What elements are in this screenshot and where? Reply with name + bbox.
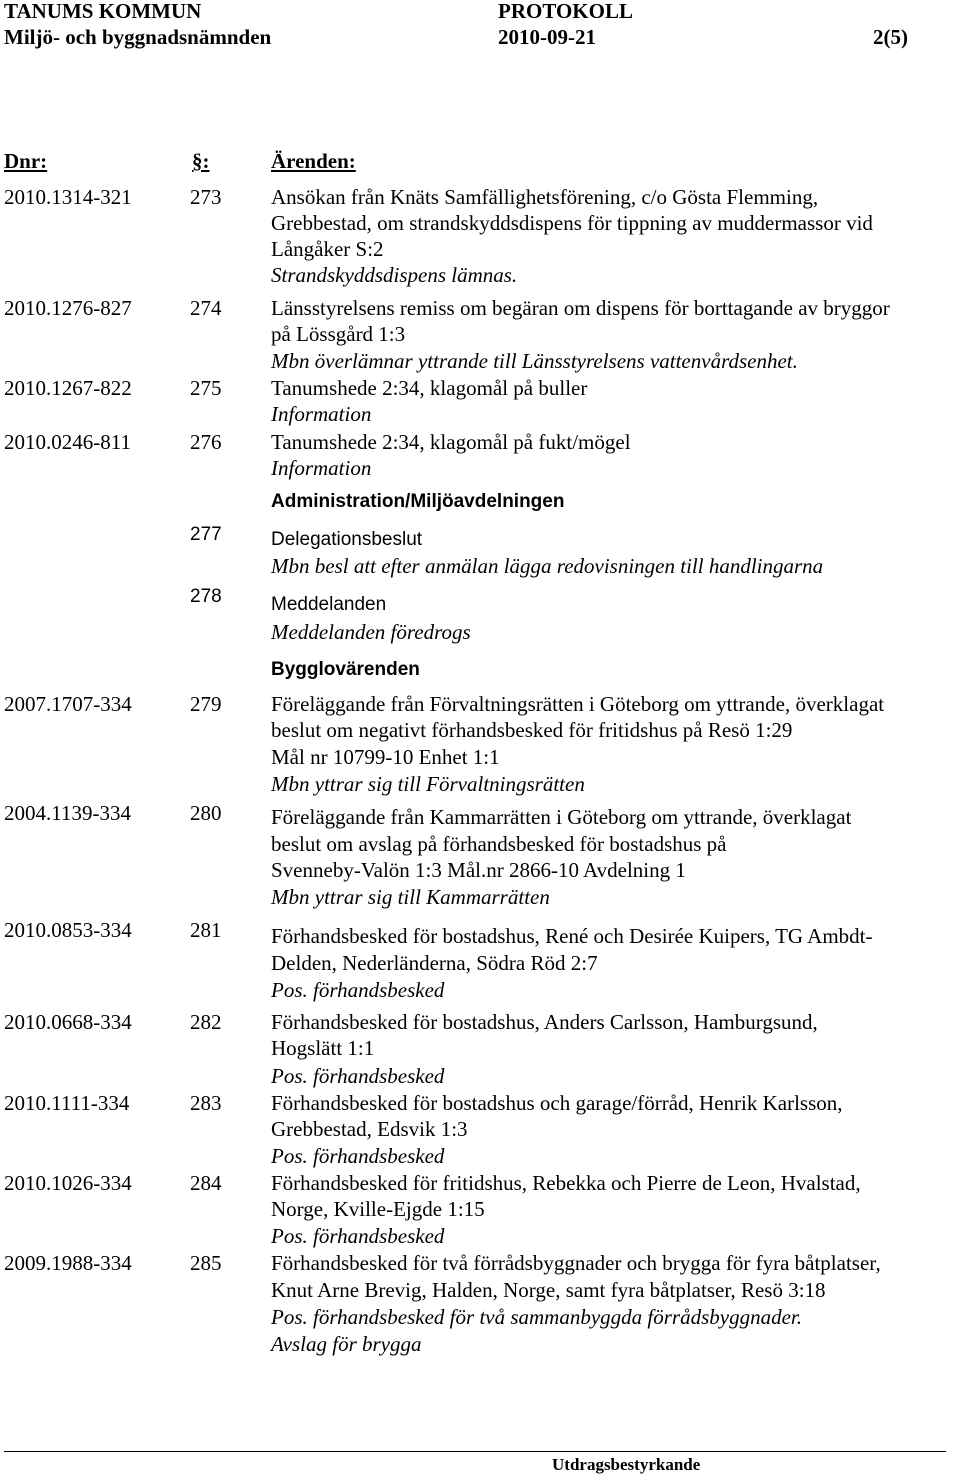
item-text-line: Tanumshede 2:34, klagomål på fukt/mögel <box>271 430 631 454</box>
item-text-line: beslut om negativt förhandsbesked för fritidshus på Resö 1:29 <box>271 718 793 742</box>
item-text-line: Delden, Nederländerna, Södra Röd 2:7 <box>271 951 598 975</box>
item-text-line: på Lössgård 1:3 <box>271 322 406 346</box>
item-text-line: Knut Arne Brevig, Halden, Norge, samt fyra båtplatser, Resö 3:18 <box>271 1278 826 1302</box>
item-decision: Avslag för brygga <box>271 1332 422 1356</box>
item-decision: Pos. förhandsbesked för två sammanbyggda förrådsbyggnader. <box>271 1305 803 1329</box>
org-name: TANUMS KOMMUN <box>4 0 202 23</box>
item-dnr: 2010.1026-334 <box>4 1171 132 1195</box>
column-header-paragraph: §: <box>192 149 210 173</box>
item-paragraph: 284 <box>190 1171 222 1195</box>
item-decision: Mbn besl att efter anmälan lägga redovisningen till handlingarna <box>271 554 824 578</box>
item-paragraph: 285 <box>190 1251 222 1275</box>
page-number: 2(5) <box>873 25 908 49</box>
item-decision: Strandskyddsdispens lämnas. <box>271 263 518 287</box>
item-decision: Information <box>271 456 372 480</box>
item-title: Meddelanden <box>271 594 387 615</box>
item-title: Delegationsbeslut <box>271 529 423 550</box>
item-dnr: 2010.0246-811 <box>4 430 131 454</box>
item-dnr: 2010.0668-334 <box>4 1010 132 1034</box>
footer-certification-label: Utdragsbestyrkande <box>552 1455 701 1474</box>
item-text-line: Föreläggande från Förvaltningsrätten i Göteborg om yttrande, överklagat <box>271 692 885 716</box>
section-heading-admin: Administration/Miljöavdelningen <box>271 491 565 512</box>
item-dnr: 2010.1276-827 <box>4 296 132 320</box>
item-decision: Meddelanden föredrogs <box>271 620 471 644</box>
item-text-line: Norge, Kville-Ejgde 1:15 <box>271 1197 485 1221</box>
item-paragraph: 274 <box>190 296 222 320</box>
item-paragraph: 280 <box>190 801 222 825</box>
item-paragraph: 277 <box>190 524 222 545</box>
column-header-dnr: Dnr: <box>4 149 48 173</box>
item-dnr: 2007.1707-334 <box>4 692 132 716</box>
document-type: PROTOKOLL <box>498 0 633 23</box>
item-text-line: Långåker S:2 <box>271 237 384 261</box>
item-dnr: 2010.1267-822 <box>4 376 132 400</box>
item-text-line: beslut om avslag på förhandsbesked för bostadshus på <box>271 832 727 856</box>
item-paragraph: 273 <box>190 185 222 209</box>
item-text-line: Förhandsbesked för bostadshus och garage/förråd, Henrik Karlsson, <box>271 1091 843 1115</box>
item-paragraph: 278 <box>190 586 222 607</box>
item-decision: Pos. förhandsbesked <box>271 1144 445 1168</box>
item-paragraph: 276 <box>190 430 222 454</box>
item-decision: Mbn yttrar sig till Kammarrätten <box>271 885 550 909</box>
item-text-line: Grebbestad, om strandskyddsdispens för tippning av muddermassor vid <box>271 211 873 235</box>
item-decision: Information <box>271 402 372 426</box>
item-dnr: 2009.1988-334 <box>4 1251 132 1275</box>
item-paragraph: 281 <box>190 918 222 942</box>
item-text-line: Förhandsbesked för fritidshus, Rebekka och Pierre de Leon, Hvalstad, <box>271 1171 861 1195</box>
item-paragraph: 283 <box>190 1091 222 1115</box>
section-heading-bygglov: Bygglovärenden <box>271 659 420 680</box>
item-text-line: Ansökan från Knäts Samfällighetsförening, c/o Gösta Flemming, <box>271 185 819 209</box>
item-paragraph: 275 <box>190 376 222 400</box>
meeting-date: 2010-09-21 <box>498 25 596 49</box>
item-dnr: 2010.0853-334 <box>4 918 132 942</box>
item-decision: Pos. förhandsbesked <box>271 978 445 1002</box>
item-text-line: Tanumshede 2:34, klagomål på buller <box>271 376 588 400</box>
item-text-line: Hogslätt 1:1 <box>271 1036 375 1060</box>
item-text-line: Förhandsbesked för bostadshus, René och Desirée Kuipers, TG Ambdt- <box>271 924 873 948</box>
item-decision: Pos. förhandsbesked <box>271 1064 445 1088</box>
item-text-line: Mål nr 10799-10 Enhet 1:1 <box>271 745 500 769</box>
column-header-subject: Ärenden: <box>271 149 356 173</box>
item-text-line: Förhandsbesked för två förrådsbyggnader och brygga för fyra båtplatser, <box>271 1251 881 1275</box>
item-text-line: Svenneby-Valön 1:3 Mål.nr 2866-10 Avdelning 1 <box>271 858 686 882</box>
item-paragraph: 282 <box>190 1010 222 1034</box>
footer-divider <box>4 1451 946 1452</box>
item-text-line: Länsstyrelsens remiss om begäran om dispens för borttagande av bryggor <box>271 296 890 320</box>
item-text-line: Förhandsbesked för bostadshus, Anders Carlsson, Hamburgsund, <box>271 1010 818 1034</box>
item-dnr: 2010.1314-321 <box>4 185 132 209</box>
item-dnr: 2004.1139-334 <box>4 801 131 825</box>
item-text-line: Grebbestad, Edsvik 1:3 <box>271 1117 468 1141</box>
item-decision: Mbn överlämnar yttrande till Länsstyrelsens vattenvårdsenhet. <box>271 349 798 373</box>
item-dnr: 2010.1111-334 <box>4 1091 130 1115</box>
item-decision: Mbn yttrar sig till Förvaltningsrätten <box>271 772 585 796</box>
item-decision: Pos. förhandsbesked <box>271 1224 445 1248</box>
item-text-line: Föreläggande från Kammarrätten i Göteborg om yttrande, överklagat <box>271 805 852 829</box>
committee-name: Miljö- och byggnadsnämnden <box>4 25 272 49</box>
item-paragraph: 279 <box>190 692 222 716</box>
